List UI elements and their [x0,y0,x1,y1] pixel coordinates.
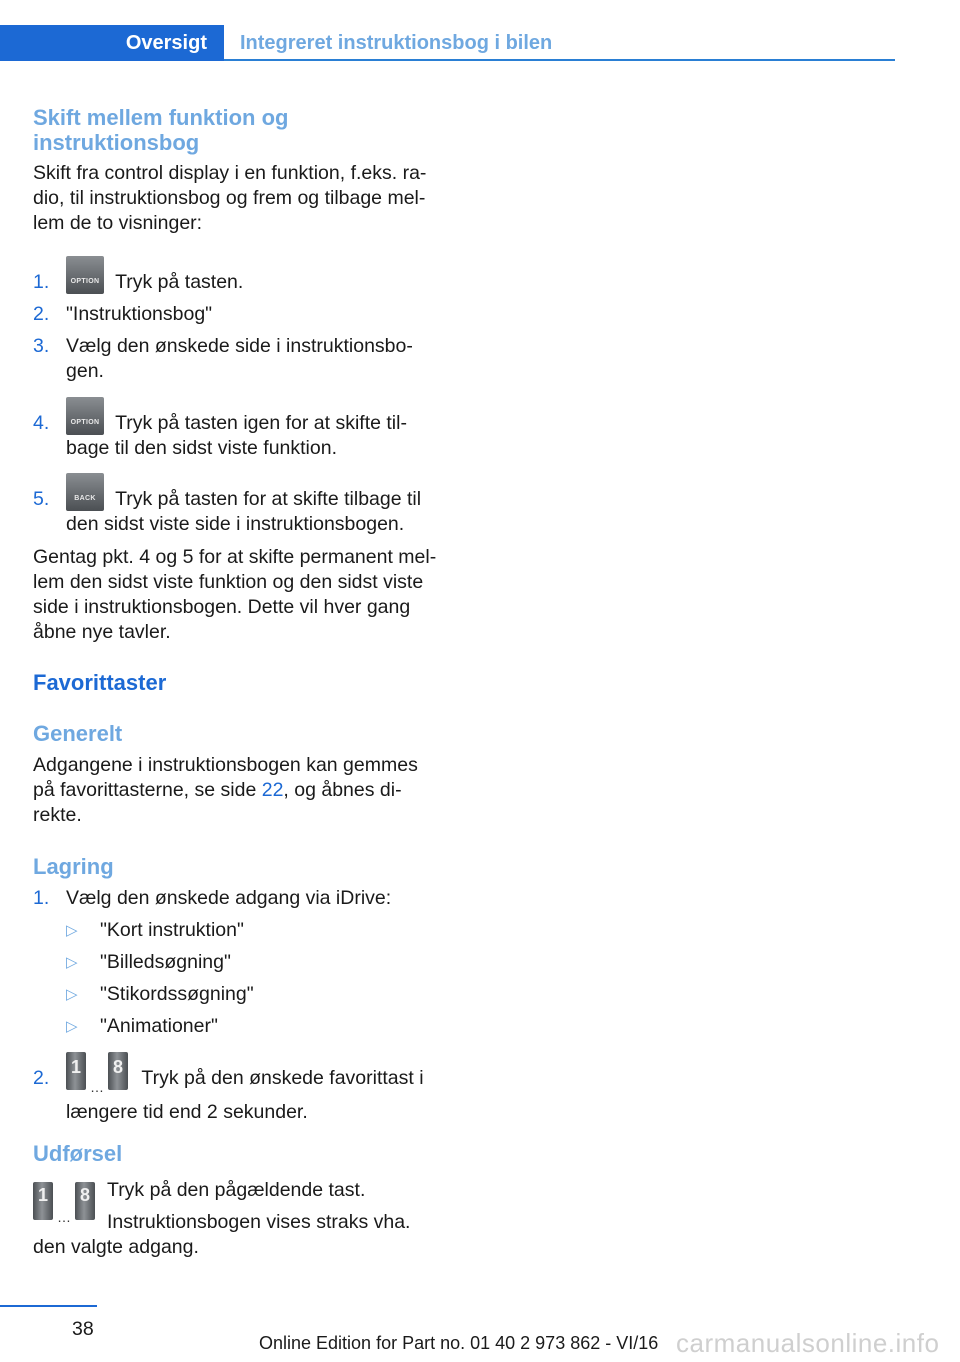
outro-line: lem den sidst viste funktion og den sidst viste [33,571,424,593]
step-3 [66,334,466,384]
general-text: , og åbnes di- [283,779,402,801]
exec-line-3: den valgte adgang. [33,1236,199,1258]
outro-line: åbne nye tavler. [33,621,171,643]
step-text: bage til den sidst viste funktion. [66,437,337,459]
favorite-key-1-icon [66,1052,86,1090]
sub-item: "Animationer" [100,1015,218,1037]
page-header [0,25,895,61]
triangle-bullet-icon: ▷ [66,954,78,971]
watermark: carmanualsonline.info [676,1328,940,1358]
step-number: 5. [33,488,50,510]
tab-oversigt[interactable]: Oversigt [0,25,224,61]
exec-line-2: Instruktionsbogen vises straks vha. [107,1211,411,1233]
step-5 [66,473,466,537]
tab-integreret-instruktionsbog[interactable]: Integreret instruktionsbog i bilen [240,32,553,54]
edition-text: Online Edition for Part no. 01 40 2 973 862 - VI/16 [259,1333,659,1353]
step-text: gen. [66,360,104,382]
section-title-line1: Skift mellem funktion og [33,105,289,130]
step-2: "Instruktionsbog" [66,303,213,325]
general-line: Adgangene i instruktionsbogen kan gemmes [33,754,418,776]
ellipsis: … [90,1079,104,1095]
option-button-label: OPTION [70,419,100,426]
section-title-skift [33,105,288,155]
option-button-label: OPTION [70,278,100,285]
storage-step-1: Vælg den ønskede adgang via iDrive: [66,887,392,909]
back-button-icon [66,473,104,511]
step-number: 2. [33,1067,50,1089]
intro-paragraph [33,161,463,236]
outro-paragraph [33,545,463,645]
sub-item: "Billedsøgning" [100,951,231,973]
footer-rule [0,1305,97,1307]
favorite-key-8-icon [108,1052,128,1090]
step-4 [66,397,466,461]
general-text: på favorittasterne, se side [33,779,262,801]
storage-step-2 [66,1052,466,1125]
intro-line: dio, til instruktionsbog og frem og tilbage mel- [33,187,426,209]
favorite-key-8-icon [75,1182,95,1220]
subsection-title-generelt: Generelt [33,721,123,746]
intro-line: lem de to visninger: [33,212,203,234]
favorite-key-1-icon [33,1182,53,1220]
section-title-favorittaster: Favorittaster [33,670,167,695]
sub-item: "Kort instruktion" [100,919,244,941]
step-number: 4. [33,412,50,434]
key-label: 8 [79,1185,90,1205]
outro-line: Gentag pkt. 4 og 5 for at skifte permanent mel- [33,546,437,568]
section-title-line2: instruktionsbog [33,130,200,155]
triangle-bullet-icon: ▷ [66,1018,78,1035]
step-text: Tryk på tasten for at skifte tilbage til [115,488,422,510]
back-button-label: BACK [74,495,96,502]
page-number: 38 [72,1318,94,1340]
step-text: Vælg den ønskede side i instruktionsbo- [66,335,413,357]
step-text: længere tid end 2 sekunder. [66,1101,308,1123]
general-paragraph [33,753,463,828]
general-line [33,778,463,803]
key-label: 1 [37,1185,48,1205]
step-number: 1. [33,271,50,293]
favorite-keys-icon-group [33,1182,95,1225]
key-label: 1 [70,1057,81,1077]
intro-line: Skift fra control display i en funktion, f.eks. ra- [33,162,427,184]
step-text: Tryk på tasten. [115,271,244,293]
exec-line-1: Tryk på den pågældende tast. [107,1179,366,1201]
key-label: 8 [112,1057,123,1077]
general-line: rekte. [33,804,82,826]
sub-item: "Stikordssøgning" [100,983,254,1005]
step-1 [66,256,466,295]
option-button-icon [66,256,104,294]
step-number: 3. [33,335,50,357]
step-text: Tryk på tasten igen for at skifte til- [115,412,407,434]
subsection-title-lagring: Lagring [33,854,114,879]
ellipsis: … [57,1209,71,1225]
triangle-bullet-icon: ▷ [66,922,78,939]
step-number: 2. [33,303,50,325]
triangle-bullet-icon: ▷ [66,986,78,1003]
step-text: den sidst viste side i instruktionsbogen. [66,513,405,535]
outro-line: side i instruktionsbogen. Dette vil hver gang [33,596,411,618]
subsection-title-udforsel: Udførsel [33,1141,123,1166]
page-link[interactable]: 22 [261,779,284,801]
step-text: Tryk på den ønskede favorittast i [141,1067,424,1089]
option-button-icon [66,397,104,435]
step-number: 1. [33,887,50,909]
